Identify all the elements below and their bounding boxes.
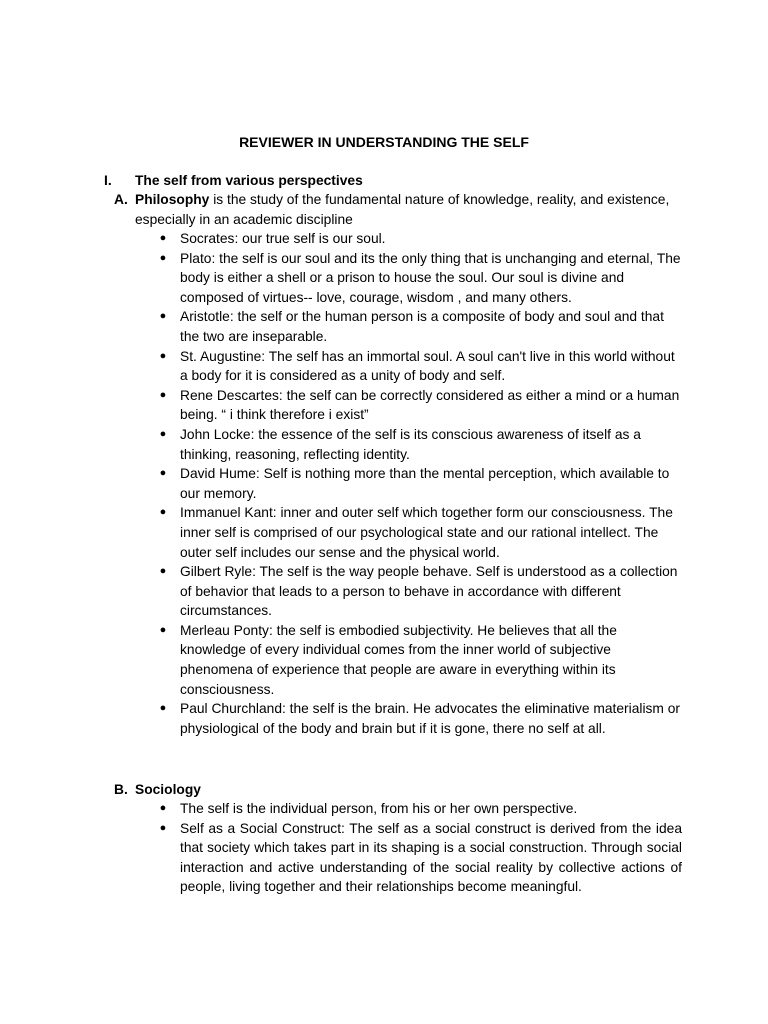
list-item <box>157 249 682 308</box>
list-item-text: Paul Churchland: the self is the brain. He advocates the eliminative materialism or physiological of the body and brain but if it is gone, there no self at all. <box>180 701 680 736</box>
bullet-icon: ● <box>159 232 167 244</box>
list-item-text: Socrates: our true self is our soul. <box>180 231 386 246</box>
bullet-icon: ● <box>159 821 167 834</box>
list-item <box>157 386 682 425</box>
list-item <box>157 425 682 464</box>
list-item-text: David Hume: Self is nothing more than the mental perception, which available to our memory. <box>180 466 670 501</box>
section-title: The self from various perspectives <box>135 173 363 188</box>
subsection-description: is the study of the fundamental nature of knowledge, reality, and existence, especially in an academic discipline <box>135 192 670 227</box>
list-item-text: Rene Descartes: the self can be correctly considered as either a mind or a human being. “ i think therefore i exist” <box>180 387 680 423</box>
philosophy-list <box>157 229 682 738</box>
bullet-icon: ● <box>159 349 167 362</box>
bullet-icon: ● <box>159 506 167 519</box>
list-item-text: Self as a Social Construct: The self as a social construct is derived from the idea that society which takes part in its shaping is a social construction. Through social interaction and active understanding of the social reality by collective actions of people, living together and their relationships become meaningful. <box>180 820 682 895</box>
list-item <box>157 799 682 819</box>
list-item-text: Gilbert Ryle: The self is the way people behave. Self is understood as a collection of behavior that leads to a person to behave in accordance with different circumstances. <box>180 564 678 619</box>
bullet-icon: ● <box>159 565 167 578</box>
list-item <box>157 347 682 386</box>
subsection-letter: A. <box>114 192 128 207</box>
list-item <box>157 229 682 249</box>
document-title: REVIEWER IN UNDERSTANDING THE SELF <box>239 134 529 150</box>
bullet-icon: ● <box>159 802 167 814</box>
list-item-text: The self is the individual person, from his or her own perspective. <box>180 801 578 816</box>
bullet-icon: ● <box>159 388 167 401</box>
subsection-heading: Sociology <box>135 782 201 797</box>
list-item-text: John Locke: the essence of the self is its conscious awareness of itself as a thinking, reasoning, reflecting identity. <box>180 426 641 462</box>
list-item <box>157 621 682 699</box>
list-item <box>157 503 682 562</box>
bullet-icon: ● <box>159 310 167 323</box>
list-item <box>157 819 682 897</box>
list-item-text: Immanuel Kant: inner and outer self which together form our consciousness. The inner self is comprised of our psychological state and our rational intellect. The outer self includes our sense and the physical world. <box>180 505 673 560</box>
bullet-icon: ● <box>159 251 167 264</box>
subsection-heading: Philosophy <box>135 192 210 207</box>
bullet-icon: ● <box>159 702 167 715</box>
subsection-body <box>135 780 684 800</box>
list-item <box>157 562 682 621</box>
subsection-philosophy <box>114 190 684 229</box>
subsection-sociology <box>114 780 684 800</box>
section-number: I. <box>104 173 112 188</box>
list-item-text: Plato: the self is our soul and its the only thing that is unchanging and eternal, The body is either a shell or a prison to house the soul. Our soul is divine and composed of virtues-- love, courage, wisdom , and many others. <box>180 250 681 305</box>
list-item-text: Aristotle: the self or the human person is a composite of body and soul and that the two are inseparable. <box>180 309 664 344</box>
bullet-icon: ● <box>159 623 167 636</box>
list-item <box>157 464 682 503</box>
list-item <box>157 307 682 346</box>
list-item-text: Merleau Ponty: the self is embodied subjectivity. He believes that all the knowledge of every individual comes from the inner world of subjective phenomena of experience that people are aware in everything within its consciousness. <box>180 622 617 697</box>
list-item <box>157 699 682 738</box>
subsection-body <box>135 190 684 229</box>
list-item-text: St. Augustine: The self has an immortal soul. A soul can't live in this world without a body for it is considered as a unity of body and self. <box>180 348 675 384</box>
bullet-icon: ● <box>159 467 167 480</box>
subsection-letter: B. <box>114 782 128 797</box>
sociology-list <box>157 799 682 897</box>
bullet-icon: ● <box>159 427 167 440</box>
